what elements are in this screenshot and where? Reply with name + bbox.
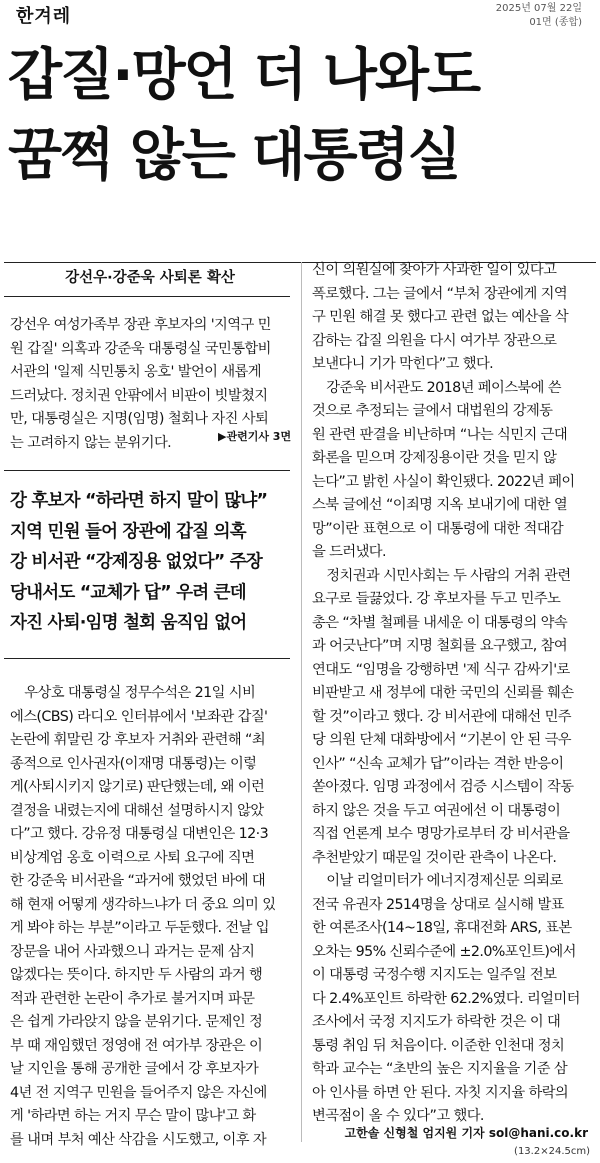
text-line: 장문을 내어 사과했으니 과거는 문제 삼지 bbox=[10, 943, 255, 960]
text-line: 하지 않은 것을 두고 여권에선 이 대통령이 bbox=[312, 802, 561, 819]
text-line: 한 강준욱 비서관을 “과거에 했었던 바에 대 bbox=[10, 873, 266, 889]
text-line: 당 의원 단체 대화방에서 “기본이 안 된 극우 bbox=[312, 732, 572, 748]
text-line: 오차는 95% 신뢰수준에 ±2.0%포인트)에서 bbox=[312, 943, 576, 960]
text-line: 를 내며 부처 예산 삭감을 시도했고, 이후 자 bbox=[10, 1131, 267, 1148]
text-line: 우상호 대통령실 정무수석은 21일 시비 bbox=[24, 685, 256, 701]
article-size: (13.2×24.5cm) bbox=[514, 1146, 590, 1157]
text-line: 게 봐야 하는 부분”이라고 두둔했다. 전날 입 bbox=[10, 920, 270, 936]
points-top-rule bbox=[4, 470, 290, 471]
text-line: 이 대통령 국정수행 지지도는 일주일 전보 bbox=[312, 967, 557, 983]
text-line: 조사에서 국정 지지도가 하락한 것은 이 대 bbox=[312, 1014, 561, 1030]
text-line: 할 것”이라고 했다. 강 비서관에 대해선 민주 bbox=[312, 708, 572, 725]
headline-line-1: 갑질·망언 더 나와도 bbox=[8, 43, 480, 108]
publication-date: 2025년 07월 22일 bbox=[495, 3, 582, 14]
text-line: 망”이란 표현으로 이 대통령에 대한 적대감 bbox=[312, 520, 564, 537]
text-line: 추천받았기 때문일 것이란 관측이 나온다. bbox=[312, 849, 557, 866]
text-line: 서관의 '일제 식민통치 옹호' 발언이 새롭게 bbox=[10, 364, 261, 380]
text-line: 을 드러냈다. bbox=[312, 544, 386, 560]
text-line: 는다”고 밝힌 사실이 확인됐다. 2022년 페이 bbox=[312, 473, 575, 490]
related-article-link[interactable]: ▶관련기사 3면 bbox=[218, 430, 292, 443]
key-point: 자진 사퇴·임명 철회 움직임 없어 bbox=[10, 613, 247, 634]
text-line: 다 2.4%포인트 하락한 62.2%였다. 리얼미터 bbox=[312, 990, 580, 1007]
text-line: 비상계엄 옹호 이력으로 사퇴 요구에 직면 bbox=[10, 849, 255, 866]
text-line: 정치권과 시민사회는 두 사람의 거취 관련 bbox=[326, 567, 571, 584]
text-line: 폭로했다. 그는 글에서 “부처 장관에게 지역 bbox=[312, 285, 568, 302]
text-line: 적과 관련한 논란이 추가로 불거지며 파문 bbox=[10, 990, 255, 1007]
text-line: 요구로 들끓었다. 강 후보자를 두고 민주노 bbox=[312, 591, 561, 607]
text-line: 감하는 갑질 의원을 다시 여가부 장관으로 bbox=[312, 332, 557, 349]
text-line: 쏟아졌다. 임명 과정에서 검증 시스템이 작동 bbox=[312, 779, 574, 795]
text-line: 원 갑질' 의혹과 강준욱 대통령실 국민통합비 bbox=[10, 340, 271, 357]
key-point: 강 비서관 “강제징용 없었다” 주장 bbox=[10, 552, 262, 573]
text-line: 게(사퇴시키지 않기로) 판단했는데, 왜 이런 bbox=[10, 779, 265, 795]
text-line: 종적으로 인사권자(이재명 대통령)는 이렇 bbox=[10, 755, 257, 772]
key-points-box bbox=[10, 486, 292, 639]
text-line: 스북 글에선 “이죄명 지옥 보내기에 대한 열 bbox=[312, 497, 568, 513]
subhead-bottom-rule bbox=[4, 296, 290, 297]
key-point: 강 후보자 “하라면 하지 말이 많냐” bbox=[10, 491, 268, 511]
subheadline: 강선우·강준욱 사퇴론 확산 bbox=[65, 270, 235, 286]
text-line: 날 지인을 통해 공개한 글에서 강 후보자가 bbox=[10, 1061, 259, 1077]
points-bottom-rule bbox=[4, 658, 290, 659]
headline-line-2: 꿈쩍 않는 대통령실 bbox=[8, 123, 460, 188]
text-line: 게 '하라면 하는 거지 무슨 말이 많냐'고 화 bbox=[10, 1108, 256, 1124]
text-line: 한 여론조사(14~18일, 휴대전화 ARS, 표본 bbox=[312, 920, 572, 936]
text-line: 통령 취임 뒤 처음이다. 이준한 인천대 정치 bbox=[312, 1037, 565, 1054]
byline: 고한솔 신형철 엄지원 기자 sol@hani.co.kr bbox=[344, 1126, 588, 1140]
text-line: 은 쉽게 가라앉지 않을 분위기다. 문제인 정 bbox=[10, 1014, 263, 1030]
text-line: 신이 의원실에 찾아가 사과한 일이 있다고 bbox=[312, 262, 557, 278]
text-line: 강준욱 비서관도 2018년 페이스북에 쓴 bbox=[326, 379, 562, 396]
text-line: 보낸다니 기가 막힌다”고 했다. bbox=[312, 356, 494, 372]
text-line: 않겠다는 뜻이다. 하지만 두 사람의 과거 행 bbox=[10, 967, 263, 983]
text-line: 부 때 재임했던 정영애 전 여가부 장관은 이 bbox=[10, 1037, 263, 1054]
text-line: 것으로 추정되는 글에서 대법원의 강제동 bbox=[312, 403, 553, 419]
text-line: 인사” “신속 교체가 답”이라는 격한 반응이 bbox=[312, 755, 564, 772]
text-line: 에스(CBS) 라디오 인터뷰에서 '보좌관 갑질' bbox=[10, 708, 268, 725]
text-line: 학과 교수는 “초반의 높은 지지율을 기준 삼 bbox=[312, 1061, 568, 1077]
text-line: 화론을 믿으며 강제징용이란 것을 믿지 않 bbox=[312, 450, 557, 466]
body-column-right bbox=[312, 259, 594, 1129]
text-line: 비판받고 새 정부에 대한 국민의 신뢰를 훼손 bbox=[312, 685, 574, 701]
masthead bbox=[0, 0, 600, 34]
text-line: 과 어긋난다”며 지명 철회를 요구했고, 참여 bbox=[312, 638, 568, 654]
headline bbox=[8, 36, 598, 196]
text-line: 강선우 여성가족부 장관 후보자의 '지역구 민 bbox=[10, 317, 271, 333]
text-line: 이날 리얼미터가 에너지경제신문 의뢰로 bbox=[326, 873, 563, 889]
text-line: 변곡점이 올 수 있다”고 했다. bbox=[312, 1108, 484, 1124]
text-line: 는 고려하지 않는 분위기다. bbox=[10, 434, 172, 451]
key-point: 당내서도 “교체가 답” 우려 큰데 bbox=[10, 582, 246, 603]
key-point: 지역 민원 들어 장관에 갑질 의혹 bbox=[10, 521, 246, 542]
text-line: 다”고 했다. 강유정 대통령실 대변인은 12·3 bbox=[10, 826, 269, 842]
text-line: 직접 언론계 보수 명망가로부터 강 비서관을 bbox=[312, 826, 570, 842]
text-line: 구 민원 해결 못 했다고 관련 없는 예산을 삭 bbox=[312, 309, 569, 325]
text-line: 아 인사를 하면 안 된다. 자칫 지지율 하락의 bbox=[312, 1084, 569, 1101]
text-line: 연대도 “임명을 강행하면 '제 식구 감싸기'로 bbox=[312, 661, 570, 678]
newspaper-logo: 한겨레 bbox=[16, 6, 72, 27]
text-line: 해 현재 어떻게 생각하느냐가 더 중요 의미 있 bbox=[10, 896, 276, 913]
column-divider bbox=[301, 262, 302, 1142]
edition-info bbox=[496, 2, 582, 30]
text-line: 전국 유권자 2514명을 상대로 실시해 발표 bbox=[312, 896, 564, 913]
page-section: 01면 (종합) bbox=[529, 17, 582, 28]
text-line: 논란에 휘말린 강 후보자 거취와 관련해 “최 bbox=[10, 732, 266, 748]
text-line: 드러났다. 정치권 안팎에서 비판이 빗발쳤지 bbox=[10, 387, 268, 404]
text-line: 원 관련 판결을 비난하며 “나는 식민지 근대 bbox=[312, 426, 568, 443]
body-column-left bbox=[10, 682, 292, 1152]
text-line: 만, 대통령실은 지명(임명) 철회나 자진 사퇴 bbox=[10, 411, 269, 427]
text-line: 총은 “차별 철폐를 내세운 이 대통령의 약속 bbox=[312, 614, 568, 631]
text-line: 4년 전 지역구 민원을 들어주지 않은 자신에 bbox=[10, 1084, 267, 1101]
text-line: 결정을 내렸는지에 대해선 설명하시지 않았 bbox=[10, 802, 264, 819]
